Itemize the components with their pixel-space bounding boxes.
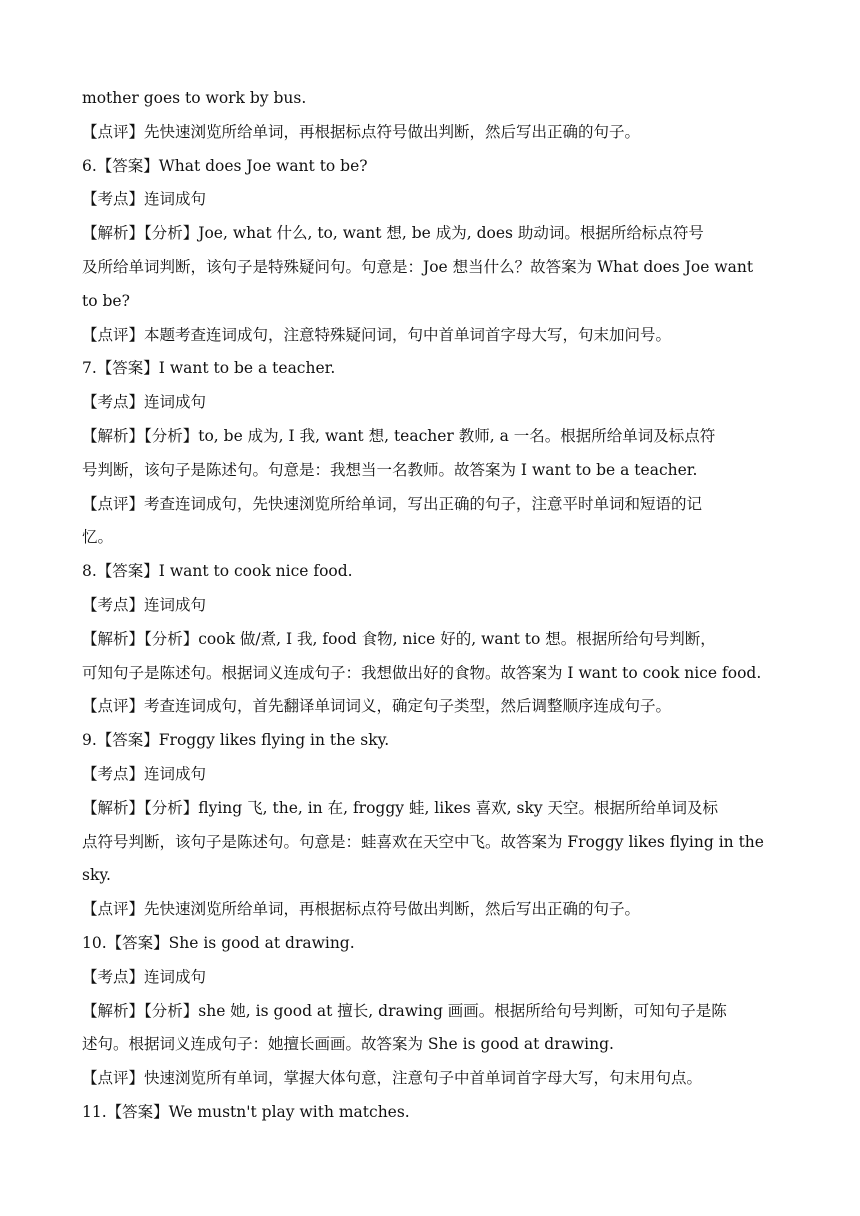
document-body xyxy=(82,82,780,1130)
text-line: to be? xyxy=(82,291,130,310)
text-line: 点符号判断，该句子是陈述句。句意是：蛙喜欢在天空中飞。故答案为 Froggy likes flying in the xyxy=(82,832,764,851)
text-line: 【解析】【分析】flying 飞, the, in 在, froggy 蛙, likes 喜欢, sky 天空。根据所给单词及标 xyxy=(82,798,719,817)
text-line: 【点评】快速浏览所有单词，掌握大体句意，注意句子中首单词首字母大写，句末用句点。 xyxy=(82,1069,703,1088)
text-line: 【考点】连词成句 xyxy=(82,190,207,209)
text-line: 【解析】【分析】to, be 成为, I 我, want 想, teacher 教师, a 一名。根据所给单词及标点符 xyxy=(82,426,716,445)
text-line: sky. xyxy=(82,866,111,885)
text-line: 【考点】连词成句 xyxy=(82,595,207,614)
text-line: 【解析】【分析】cook 做/煮, I 我, food 食物, nice 好的, want to 想。根据所给句号判断， xyxy=(82,629,716,648)
text-line: 7.【答案】I want to be a teacher. xyxy=(82,359,336,378)
text-line: 10.【答案】She is good at drawing. xyxy=(82,933,355,952)
text-line: 述句。根据词义连成句子：她擅长画画。故答案为 She is good at drawing. xyxy=(82,1035,614,1054)
text-line: 可知句子是陈述句。根据词义连成句子：我想做出好的食物。故答案为 I want to cook nice food. xyxy=(82,663,762,682)
text-line: 【考点】连词成句 xyxy=(82,393,207,412)
text-line: 9.【答案】Froggy likes flying in the sky. xyxy=(82,731,390,750)
text-line: 6.【答案】What does Joe want to be? xyxy=(82,156,368,175)
text-line: 号判断，该句子是陈述句。句意是：我想当一名教师。故答案为 I want to be a teacher. xyxy=(82,460,698,479)
text-line: 【点评】先快速浏览所给单词，再根据标点符号做出判断，然后写出正确的句子。 xyxy=(82,122,641,141)
text-line: 【点评】考查连词成句，首先翻译单词词义，确定句子类型，然后调整顺序连成句子。 xyxy=(82,697,672,716)
text-line: 【点评】本题考查连词成句，注意特殊疑问词，句中首单词首字母大写，句末加问号。 xyxy=(82,325,672,344)
text-line: 11.【答案】We mustn't play with matches. xyxy=(82,1102,410,1121)
text-line: 忆。 xyxy=(82,528,114,547)
text-line: 【考点】连词成句 xyxy=(82,967,207,986)
text-line: 【考点】连词成句 xyxy=(82,764,207,783)
text-line: 【点评】考查连词成句，先快速浏览所给单词，写出正确的句子，注意平时单词和短语的记 xyxy=(82,494,703,513)
text-line: 【解析】【分析】she 她, is good at 擅长, drawing 画画。根据所给句号判断，可知句子是陈 xyxy=(82,1001,727,1020)
text-line: mother goes to work by bus. xyxy=(82,89,307,107)
text-line: 8.【答案】I want to cook nice food. xyxy=(82,562,353,581)
text-line: 及所给单词判断，该句子是特殊疑问句。句意是：Joe 想当什么？故答案为 What does Joe want xyxy=(82,257,754,276)
text-line: 【点评】先快速浏览所给单词，再根据标点符号做出判断，然后写出正确的句子。 xyxy=(82,900,641,919)
text-line: 【解析】【分析】Joe, what 什么, to, want 想, be 成为, does 助动词。根据所给标点符号 xyxy=(82,224,704,243)
